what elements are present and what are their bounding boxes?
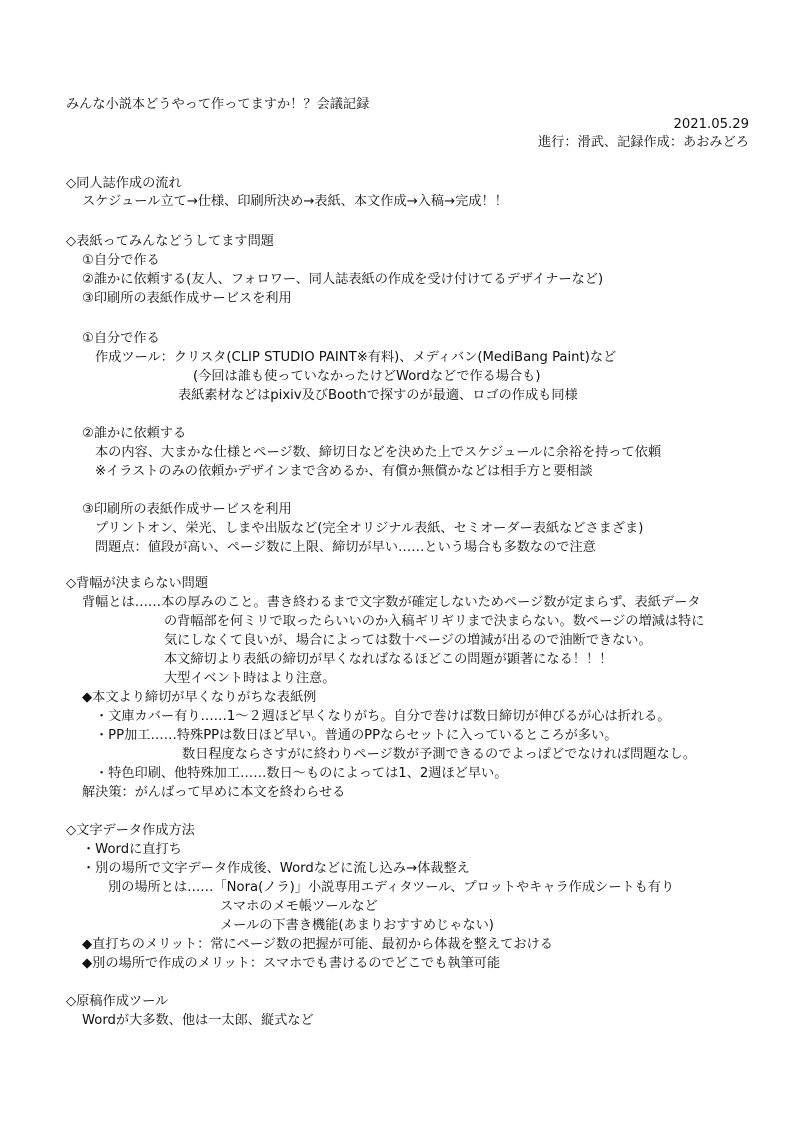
flow-text: スケジュール立て→仕様、印刷所決め→表紙、本文作成→入稿→完成！！: [82, 194, 508, 209]
section-heading-doujinshi-flow: ◇同人誌作成の流れ: [66, 176, 182, 191]
cover-detail-1-material: 表紙素材などはpixiv及びBoothで探すのが最適、ロゴの作成も同様: [178, 388, 578, 403]
manuscript-tools-text: Wordが大多数、他は一太郎、縦式など: [82, 1013, 314, 1028]
spine-subheading: ◆本文より締切が早くなりがちな表紙例: [82, 690, 317, 705]
meeting-date: 2021.05.29: [673, 117, 749, 132]
cover-option-3: ③印刷所の表紙作成サービスを利用: [82, 291, 292, 306]
cover-detail-2-line-2: ※イラストのみの依頼かデザインまで含めるか、有償か無償かなどは相手方と要相談: [95, 464, 593, 479]
spine-paragraph-1: 背幅とは……本の厚みのこと。書き終わるまで文字数が確定しないためページ数が定まらず、表紙データ: [82, 595, 701, 610]
text-method-2: ・別の場所で文字データ作成後、Wordなどに流し込み→体裁整え: [82, 861, 470, 876]
spine-paragraph-2: の背幅部を何ミリで取ったらいいのか入稿ギリギリまで決まらない。数ページの増減は特に: [164, 614, 705, 629]
spine-solution: 解決策：がんばって早めに本文を終わらせる: [82, 785, 346, 800]
spine-paragraph-3: 気にしなくて良いが、場合によっては数十ページの増減が出るので油断できない。: [164, 633, 652, 648]
cover-detail-3-line-2: 問題点：値段が高い、ページ数に上限、締切が早い……という場合も多数なので注意: [95, 540, 596, 555]
spine-example-3: ・特色印刷、他特殊加工……数日～ものによっては1、2週ほど早い。: [95, 766, 508, 781]
cover-option-1: ①自分で作る: [82, 253, 160, 268]
cover-detail-1-note: (今回は誰も使っていなかったけどWordなどで作る場合も): [193, 369, 541, 384]
spine-example-2-continued: 数日程度ならさすがに終わりページ数が予測できるのでよっぽどでなければ問題なし。: [182, 747, 697, 762]
text-method-4: スマホのメモ帳ツールなど: [220, 899, 378, 914]
text-method-5: メールの下書き機能(あまりおすすめじゃない): [220, 918, 494, 933]
cover-detail-3-title: ③印刷所の表紙作成サービスを利用: [82, 502, 292, 517]
section-heading-text-data: ◇文字データ作成方法: [66, 823, 195, 838]
cover-detail-3-line-1: プリントオン、栄光、しまや出版など(完全オリジナル表紙、セミオーダー表紙などさまざま): [95, 521, 644, 536]
spine-paragraph-4: 本文締切より表紙の締切が早くなればなるほどこの問題が顕著になる！！！: [164, 652, 613, 667]
section-heading-spine: ◇背幅が決まらない問題: [66, 576, 209, 591]
section-heading-cover: ◇表紙ってみんなどうしてます問題: [66, 234, 274, 249]
cover-option-2: ②誰かに依頼する(友人、フォロワー、同人誌表紙の作成を受け付けてるデザイナーなど): [82, 272, 604, 287]
text-benefit-2: ◆別の場所で作成のメリット：スマホでも書けるのでどこでも執筆可能: [82, 956, 501, 971]
section-heading-manuscript-tools: ◇原稿作成ツール: [66, 994, 169, 1009]
cover-detail-2-title: ②誰かに依頼する: [82, 426, 187, 441]
spine-paragraph-5: 大型イベント時はより注意。: [164, 671, 336, 686]
cover-detail-1-title: ①自分で作る: [82, 331, 160, 346]
document-title: みんな小説本どうやって作ってますか！？会議記録: [66, 97, 370, 112]
text-method-1: ・Wordに直打ち: [82, 842, 182, 857]
meeting-roles: 進行：滑武、記録作成：あおみどろ: [538, 135, 749, 150]
spine-example-1: ・文庫カバー有り……1～２週ほど早くなりがち。自分で巻けば数日締切が伸びるが心は折れる。: [95, 709, 671, 724]
spine-example-2: ・PP加工……特殊PPは数日ほど早い。普通のPPならセットに入っているところが多い。: [95, 728, 618, 743]
text-benefit-1: ◆直打ちのメリット：常にページ数の把握が可能、最初から体裁を整えておける: [82, 937, 553, 952]
cover-detail-2-line-1: 本の内容、大まかな仕様とページ数、締切日などを決めた上でスケジュールに余裕を持って依頼: [95, 445, 662, 460]
cover-detail-1-tools: 作成ツール：クリスタ(CLIP STUDIO PAINT※有料)、メディバン(MediBang Paint)など: [95, 350, 617, 365]
text-method-3: 別の場所とは……「Nora(ノラ)」小説専用エディタツール、プロットやキャラ作成シートも有り: [108, 880, 675, 895]
